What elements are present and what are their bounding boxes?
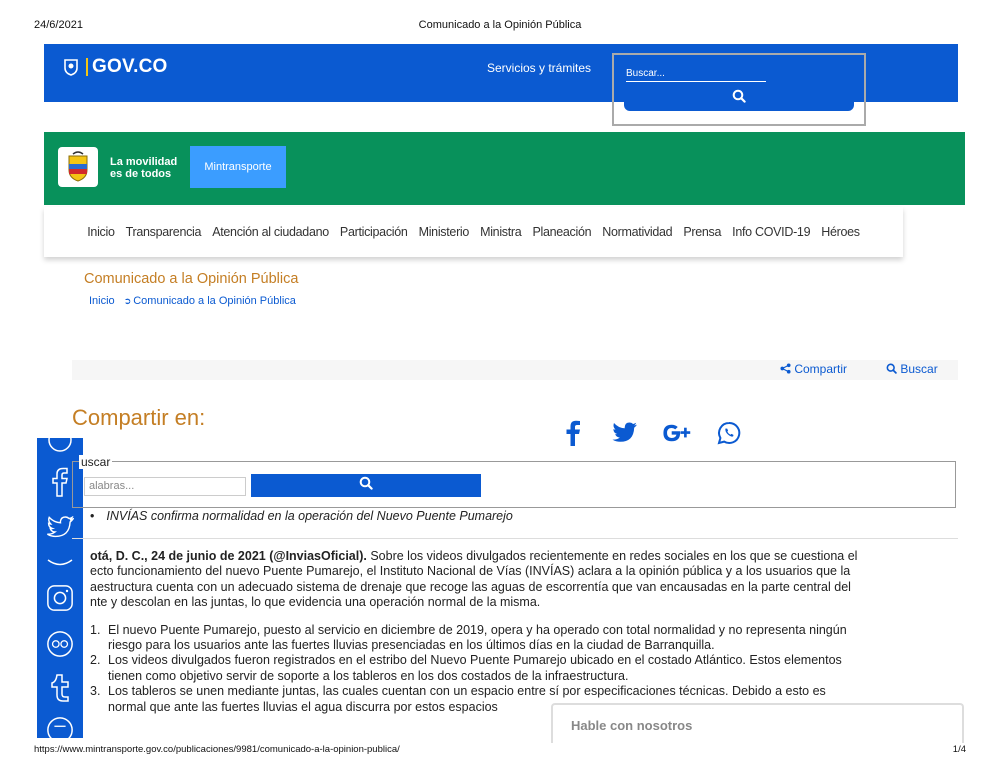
nav-item-covid[interactable]: Info COVID-19 [732, 225, 811, 239]
print-title: Comunicado a la Opinión Pública [418, 19, 582, 31]
article-point [90, 653, 960, 684]
movilidad-slogan [110, 156, 177, 180]
print-page-number: 1/4 [952, 744, 966, 755]
more-icon[interactable] [46, 714, 74, 738]
twitter-icon[interactable] [46, 512, 74, 544]
gov-logo-text: GOV.CO [92, 56, 168, 77]
partial-icon[interactable] [46, 438, 74, 456]
article-line-3: aestructura cuenta con un adecuado sistema de drenaje que recoge las aguas de escorrentía que van encausadas en la parte central del [90, 579, 851, 594]
point-text-cont: tienen como objetivo servir de soporte a los tableros en los dos costados de la infraestructura. [108, 668, 629, 683]
chat-widget[interactable] [551, 703, 964, 743]
movilidad-line1: La movilidad [110, 156, 178, 168]
share-link[interactable] [780, 362, 847, 376]
breadcrumb [89, 295, 296, 307]
article-body [90, 549, 960, 715]
search-icon [886, 363, 897, 374]
colombia-shield-icon [62, 57, 80, 77]
divider [72, 538, 958, 539]
search-icon [359, 476, 373, 495]
point-text-cont: normal que ante las fuertes lluvias el agua discurra por estos espacios [108, 699, 498, 714]
article-line-2: ecto funcionamiento del nuevo Puente Pumarejo, el Instituto Nacional de Vías (INVÍAS) aclara a la opinión pública y a los usuarios que la [90, 564, 851, 579]
point-text: El nuevo Puente Pumarejo, puesto al servicio en diciembre de 2019, opera y ha operado con total normalidad y no representa ningún [108, 622, 847, 637]
article-points [90, 623, 960, 715]
article-point [90, 623, 960, 654]
search-icon [732, 89, 746, 108]
google-plus-icon[interactable] [662, 418, 692, 448]
nav-item-heroes[interactable]: Héroes [821, 225, 860, 239]
page-title: Comunicado a la Opinión Pública [84, 271, 299, 287]
tumblr-icon[interactable] [46, 672, 74, 704]
list-bullet: • [90, 509, 95, 523]
search-link[interactable] [886, 362, 938, 376]
chevron-right-circle-icon: ➲ [123, 296, 132, 306]
point-number: 2. [90, 653, 101, 668]
nav-item-planeacion[interactable]: Planeación [532, 225, 592, 239]
print-footer [0, 744, 1000, 773]
gov-search [612, 53, 866, 126]
article-line-4: nte y descolan en las juntas, lo que evidencia una operación normal de la misma. [90, 595, 541, 610]
point-number: 1. [90, 622, 101, 637]
main-nav [44, 207, 903, 257]
gov-bar [44, 44, 958, 102]
point-text: Los tableros se unen mediante juntas, las cuales cuentan con un espacio entre sí por especificaciones técnicas. Debido a esto es [108, 684, 826, 699]
article-dateline: otá, D. C., 24 de junio de 2021 (@InviasOficial). [90, 549, 367, 563]
gov-logo-mark [86, 58, 88, 76]
whatsapp-icon[interactable] [714, 418, 744, 448]
actions-row [72, 360, 958, 380]
twitter-icon[interactable] [610, 418, 640, 448]
article-lead-text: Sobre los videos divulgados recientemente en redes sociales en los que se cuestiona el [366, 549, 858, 563]
share-icons [558, 418, 744, 448]
print-header [0, 0, 1000, 40]
keyword-search-legend: uscar [81, 455, 111, 469]
news-headline: INVÍAS confirma normalidad en la operación del Nuevo Puente Pumarejo [106, 509, 513, 523]
services-link[interactable]: Servicios y trámites [487, 61, 592, 75]
movilidad-line2: es de todos [110, 168, 172, 180]
search-label: Buscar [900, 362, 938, 376]
facebook-icon[interactable] [46, 466, 74, 498]
nav-item-ministerio[interactable]: Ministerio [418, 225, 470, 239]
youtube-icon[interactable] [46, 548, 74, 580]
nav-item-ministra[interactable]: Ministra [480, 225, 522, 239]
nav-item-atencion[interactable]: Atención al ciudadano [212, 225, 329, 239]
nav-item-normatividad[interactable]: Normatividad [602, 225, 673, 239]
breadcrumb-current: Comunicado a la Opinión Pública [133, 295, 296, 307]
print-date: 24/6/2021 [34, 19, 83, 31]
gov-logo[interactable] [62, 56, 167, 78]
keyword-search-button[interactable] [251, 474, 481, 497]
nav-item-transparencia[interactable]: Transparencia [125, 225, 202, 239]
gov-search-button[interactable] [624, 85, 854, 111]
point-number: 3. [90, 684, 101, 699]
nav-item-prensa[interactable]: Prensa [683, 225, 722, 239]
share-label: Compartir [794, 362, 848, 376]
share-icon [780, 363, 791, 374]
gov-search-input[interactable]: Buscar... [626, 66, 766, 82]
keyword-search-input[interactable]: alabras... [84, 477, 246, 496]
mintransporte-badge[interactable]: Mintransporte [190, 146, 286, 188]
point-text-cont: riesgo para los usuarios ante las fuertes lluvias presenciadas en los últimos días en la ciudad de Barranquilla. [108, 638, 715, 653]
chat-label: Hable con nosotros [571, 718, 693, 733]
breadcrumb-home[interactable]: Inicio [89, 295, 115, 307]
print-url: https://www.mintransporte.gov.co/publicaciones/9981/comunicado-a-la-opinion-publica/ [34, 744, 400, 755]
flickr-icon[interactable] [46, 628, 74, 660]
nav-item-participacion[interactable]: Participación [339, 225, 408, 239]
share-panel-title: Compartir en: [72, 405, 206, 430]
news-list-item[interactable] [90, 509, 513, 523]
article-lead [90, 549, 960, 611]
brand-bar [44, 132, 965, 205]
coat-of-arms-icon[interactable] [58, 147, 98, 187]
instagram-icon[interactable] [46, 582, 74, 614]
facebook-icon[interactable] [558, 418, 588, 448]
nav-item-inicio[interactable]: Inicio [87, 225, 115, 239]
point-text: Los videos divulgados fueron registrados en el estribo del Nuevo Puente Pumarejo ubicado en el costado Atlántico. Estos elementos [108, 653, 842, 668]
